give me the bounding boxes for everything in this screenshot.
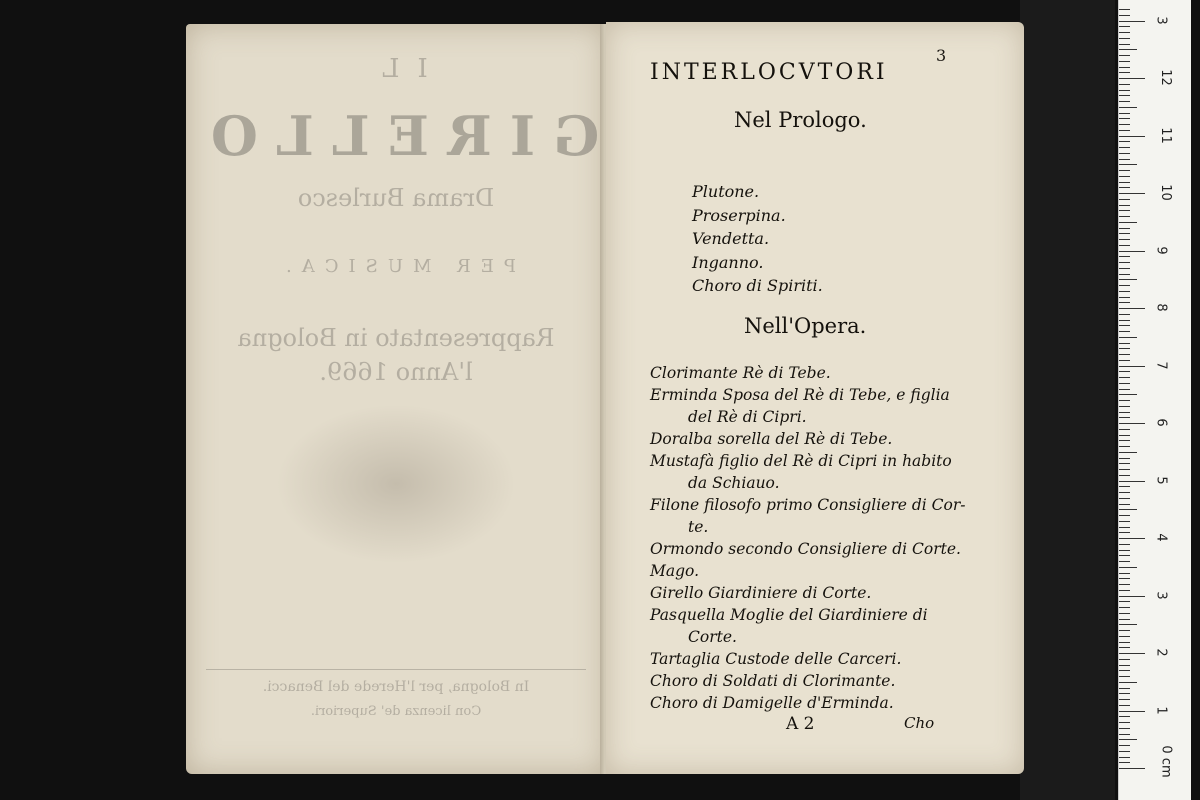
ruler-tick — [1119, 251, 1145, 252]
ruler-tick — [1119, 297, 1130, 298]
ruler-tick — [1119, 762, 1130, 763]
ruler-tick — [1119, 84, 1130, 85]
ruler-tick — [1119, 308, 1145, 309]
ruler-tick — [1119, 463, 1130, 464]
ruler-tick — [1119, 722, 1130, 723]
ruler-tick — [1119, 716, 1130, 717]
ruler-tick — [1119, 711, 1145, 712]
ruler-tick — [1119, 193, 1145, 194]
character-line: Tartaglia Custode delle Carceri. — [650, 650, 902, 668]
ruler-number: 2 — [1153, 648, 1169, 657]
ghost-subtitle: Drama Burlesco — [297, 184, 495, 212]
ruler-tick — [1119, 268, 1130, 269]
ruler-tick — [1119, 61, 1130, 62]
list-item — [650, 428, 990, 450]
left-page — [186, 24, 606, 774]
ruler-tick — [1119, 302, 1130, 303]
ruler-tick — [1119, 452, 1137, 453]
ruler-tick — [1119, 182, 1130, 183]
list-item — [650, 494, 990, 538]
ruler-tick — [1119, 113, 1130, 114]
ghost-title-girello: GIRELLO — [192, 104, 600, 168]
ruler-unit-label: 0 cm — [1158, 745, 1174, 778]
list-item: Vendetta. — [692, 229, 770, 248]
ruler-tick — [1119, 619, 1130, 620]
ruler-tick — [1119, 389, 1130, 390]
ghost-emblem — [276, 404, 516, 564]
ruler-tick — [1119, 481, 1145, 482]
ruler-tick — [1119, 578, 1130, 579]
ruler-tick — [1119, 624, 1137, 625]
ruler-tick — [1119, 32, 1130, 33]
ruler-tick — [1119, 670, 1130, 671]
character-line-continuation: da Schiauo. — [688, 474, 780, 492]
character-line: Clorimante Rè di Tebe. — [650, 364, 831, 382]
ruler-tick — [1119, 469, 1130, 470]
ruler-tick — [1119, 475, 1130, 476]
ruler-tick — [1119, 440, 1130, 441]
ruler-tick — [1119, 354, 1130, 355]
character-line: Choro di Damigelle d'Erminda. — [650, 694, 894, 712]
ruler-number: 12 — [1157, 69, 1173, 86]
ruler-tick — [1119, 95, 1130, 96]
ruler-tick — [1119, 274, 1130, 275]
ruler-tick — [1119, 435, 1130, 436]
ruler-tick — [1119, 153, 1130, 154]
ruler-number: 6 — [1153, 418, 1169, 427]
ghost-per-musica: PER MUSICA. — [275, 256, 517, 277]
character-line: Mago. — [650, 562, 700, 580]
list-item — [650, 670, 990, 692]
ruler-tick — [1119, 613, 1130, 614]
ghost-title-il: IL — [364, 54, 428, 84]
ruler-tick — [1119, 492, 1130, 493]
ruler-tick — [1119, 314, 1130, 315]
frame-edge — [1020, 0, 1115, 800]
ruler-tick — [1119, 573, 1130, 574]
ghost-rappresentato: Rappresentato in Bologna — [237, 324, 555, 352]
list-item — [650, 362, 990, 384]
ruler-tick — [1119, 636, 1130, 637]
ruler-tick — [1119, 705, 1130, 706]
signature-mark: A 2 — [786, 714, 815, 734]
ruler-tick — [1119, 693, 1130, 694]
section-title-prologo: Nel Prologo. — [734, 108, 867, 132]
ruler-tick — [1119, 567, 1137, 568]
ruler-tick — [1119, 371, 1130, 372]
ruler-tick — [1119, 521, 1130, 522]
ruler-tick — [1119, 509, 1137, 510]
character-line: Filone filosofo primo Consigliere di Cor- — [650, 496, 966, 514]
ruler-number: 10 — [1157, 184, 1173, 201]
ruler-tick — [1119, 78, 1145, 79]
catchword: Cho — [904, 714, 935, 732]
ruler-tick — [1119, 15, 1130, 16]
ruler-tick — [1119, 584, 1130, 585]
ruler-tick — [1119, 728, 1130, 729]
ruler-tick — [1119, 205, 1130, 206]
ruler-tick — [1119, 647, 1130, 648]
ruler-tick — [1119, 124, 1130, 125]
list-item: Proserpina. — [692, 205, 786, 225]
ruler-tick — [1119, 751, 1130, 752]
ruler-tick — [1119, 417, 1130, 418]
ruler-number: 1 — [1153, 705, 1169, 715]
ruler-tick — [1119, 279, 1137, 280]
ruler-tick — [1119, 676, 1130, 677]
ruler-tick — [1119, 734, 1130, 735]
character-line: Girello Giardiniere di Corte. — [650, 584, 872, 602]
section-title-opera: Nell'Opera. — [744, 314, 867, 338]
ruler-tick — [1119, 555, 1130, 556]
page-heading: INTERLOCVTORI — [650, 60, 888, 85]
ruler-tick — [1119, 26, 1130, 27]
ruler-tick — [1119, 199, 1130, 200]
opera-character-list — [650, 362, 990, 714]
ruler-tick — [1119, 239, 1130, 240]
character-line: Mustafà figlio del Rè di Cipri in habito — [650, 452, 952, 470]
ruler-tick — [1119, 118, 1130, 119]
character-line: Erminda Sposa del Rè di Tebe, e figlia — [650, 386, 950, 404]
ruler-tick — [1119, 406, 1130, 407]
ruler-tick — [1119, 757, 1130, 758]
ruler-tick — [1119, 699, 1130, 700]
ruler-number: 3 — [1153, 15, 1169, 25]
ruler-tick — [1119, 739, 1137, 740]
ruler-tick — [1119, 159, 1130, 160]
ruler-number: 8 — [1153, 303, 1169, 312]
ruler-number: 5 — [1153, 475, 1169, 485]
list-item: Plutone. — [692, 182, 760, 201]
ruler-tick — [1119, 544, 1130, 545]
ghost-rule — [206, 669, 586, 670]
ruler-tick — [1119, 176, 1130, 177]
ruler-tick — [1119, 607, 1130, 608]
ruler-tick — [1119, 262, 1130, 263]
ruler-tick — [1119, 515, 1130, 516]
ruler-tick — [1119, 9, 1130, 10]
ruler-number: 7 — [1153, 360, 1169, 370]
ruler-tick — [1119, 21, 1145, 22]
prologo-character-list — [692, 180, 823, 298]
ruler-tick — [1119, 561, 1130, 562]
ruler-tick — [1119, 291, 1130, 292]
ruler-tick — [1119, 446, 1130, 447]
ruler-tick — [1119, 682, 1137, 683]
list-item — [650, 582, 990, 604]
ruler-tick — [1119, 38, 1130, 39]
ruler-tick — [1119, 745, 1130, 746]
character-line: Choro di Soldati di Clorimante. — [650, 672, 896, 690]
ruler-tick — [1119, 90, 1130, 91]
ruler-tick — [1119, 331, 1130, 332]
list-item — [650, 450, 990, 494]
ruler-tick — [1119, 228, 1130, 229]
ruler-tick — [1119, 532, 1130, 533]
list-item — [650, 384, 990, 428]
ruler-tick — [1119, 527, 1130, 528]
list-item — [650, 692, 990, 714]
ruler-tick — [1119, 147, 1130, 148]
ruler-tick — [1119, 538, 1145, 539]
ruler-tick — [1119, 49, 1137, 50]
ghost-anno: l'Anno 1669. — [319, 358, 473, 386]
ruler-tick — [1119, 423, 1145, 424]
ruler-tick — [1119, 210, 1130, 211]
ruler-tick — [1119, 233, 1130, 234]
ruler-tick — [1119, 44, 1130, 45]
ruler-tick — [1119, 67, 1130, 68]
list-item — [650, 560, 990, 582]
ruler-number: 3 — [1153, 590, 1169, 600]
ruler-tick — [1119, 659, 1130, 660]
ruler-tick — [1119, 170, 1130, 171]
ruler-tick — [1119, 383, 1130, 384]
ruler-tick — [1119, 642, 1130, 643]
ruler-tick — [1119, 72, 1130, 73]
character-line-continuation: te. — [688, 518, 709, 536]
character-line: Pasquella Moglie del Giardiniere di — [650, 606, 928, 624]
ghost-licenza: Con licenza de' Superiori. — [310, 704, 482, 719]
right-page — [606, 22, 1024, 774]
ruler-tick — [1119, 630, 1130, 631]
ruler-tick — [1119, 601, 1130, 602]
ruler-tick — [1119, 458, 1130, 459]
ruler-tick — [1119, 377, 1130, 378]
list-item: Choro di Spiriti. — [692, 276, 823, 295]
ruler-tick — [1119, 498, 1130, 499]
ruler-number: 4 — [1153, 533, 1169, 542]
ruler-tick — [1119, 688, 1130, 689]
ruler-tick — [1119, 412, 1130, 413]
measurement-ruler — [1118, 0, 1191, 800]
character-line: Doralba sorella del Rè di Tebe. — [650, 430, 893, 448]
ruler-tick — [1119, 665, 1130, 666]
ruler-tick — [1119, 429, 1130, 430]
ruler-number: 9 — [1153, 245, 1169, 255]
ruler-tick — [1119, 596, 1145, 597]
ruler-tick — [1119, 768, 1145, 769]
ruler-tick — [1119, 366, 1145, 367]
character-line: Ormondo secondo Consigliere di Corte. — [650, 540, 961, 558]
ruler-tick — [1119, 360, 1130, 361]
ruler-tick — [1119, 222, 1137, 223]
character-line-continuation: del Rè di Cipri. — [688, 408, 807, 426]
ruler-tick — [1119, 504, 1130, 505]
ruler-tick — [1119, 320, 1130, 321]
ruler-tick — [1119, 216, 1130, 217]
ruler-tick — [1119, 107, 1137, 108]
ruler-tick — [1119, 337, 1137, 338]
ruler-tick — [1119, 55, 1130, 56]
ruler-tick — [1119, 256, 1130, 257]
ruler-tick — [1119, 136, 1145, 137]
list-item — [650, 604, 990, 648]
ruler-tick — [1119, 348, 1130, 349]
list-item — [650, 538, 990, 560]
ruler-tick — [1119, 590, 1130, 591]
ruler-tick — [1119, 187, 1130, 188]
ruler-number: 11 — [1157, 126, 1173, 144]
ruler-tick — [1119, 343, 1130, 344]
ruler-tick — [1119, 325, 1130, 326]
list-item: Inganno. — [692, 252, 764, 272]
list-item — [650, 648, 990, 670]
page-number: 3 — [936, 46, 947, 65]
ruler-tick — [1119, 400, 1130, 401]
ruler-tick — [1119, 130, 1130, 131]
ruler-tick — [1119, 164, 1137, 165]
ruler-tick — [1119, 245, 1130, 246]
ruler-tick — [1119, 486, 1130, 487]
ruler-tick — [1119, 653, 1145, 654]
ruler-tick — [1119, 101, 1130, 102]
character-line-continuation: Corte. — [688, 628, 737, 646]
ruler-tick — [1119, 141, 1130, 142]
ruler-tick — [1119, 285, 1130, 286]
ruler-tick — [1119, 550, 1130, 551]
ghost-imprint: In Bologna, per l'Herede del Benacci. — [262, 679, 530, 695]
ruler-tick — [1119, 394, 1137, 395]
